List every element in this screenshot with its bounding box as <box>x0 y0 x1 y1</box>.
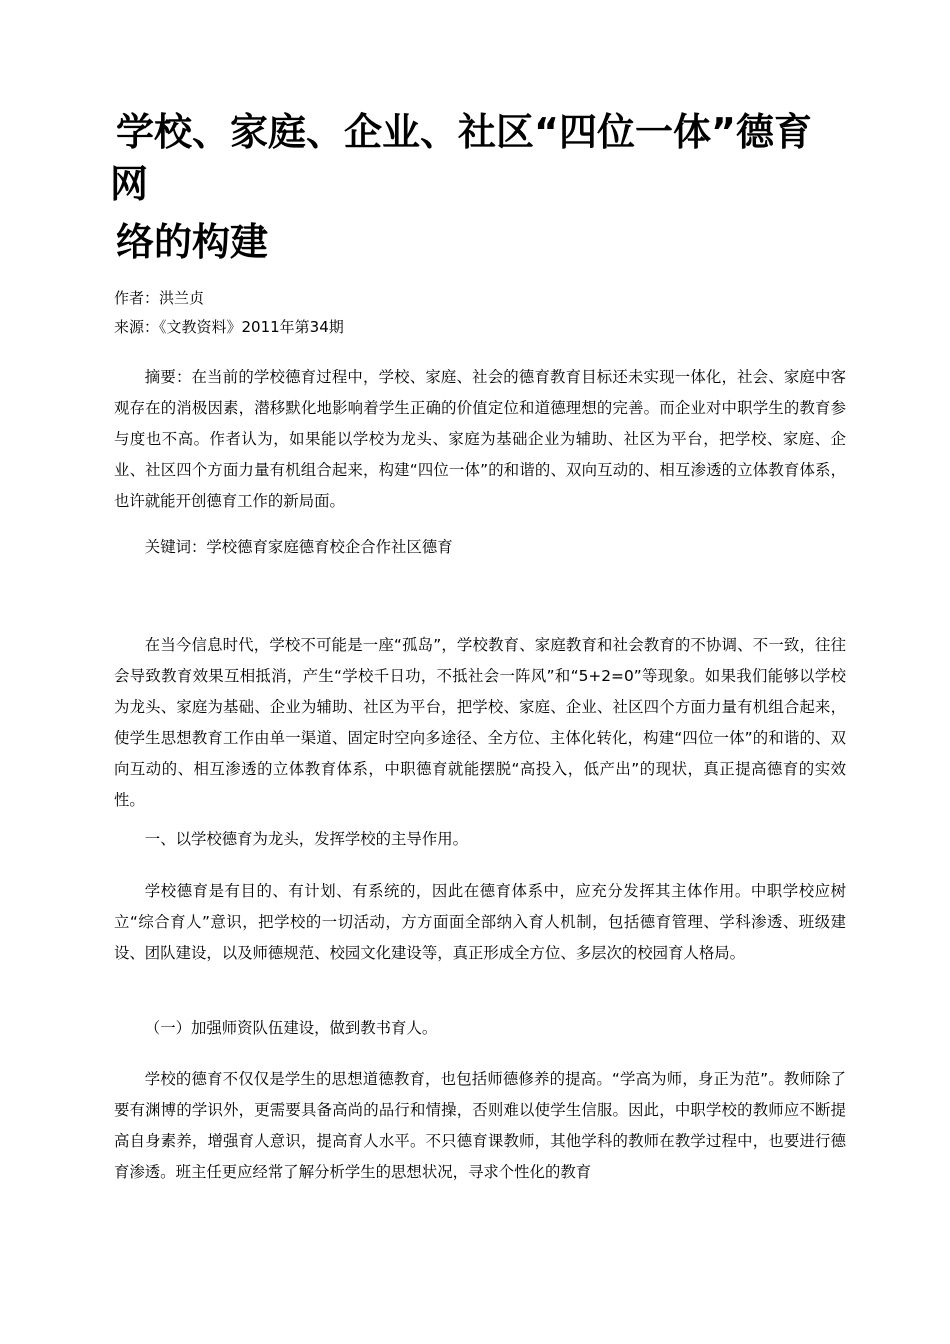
section-1-heading: 一、以学校德育为龙头，发挥学校的主导作用。 <box>144 830 469 848</box>
subsection-1-heading: （一）加强师资队伍建设，做到教书育人。 <box>144 1019 438 1037</box>
source-line: 来源：《文教资料》2011年第34期 <box>114 318 344 336</box>
intro-paragraph: 在当今信息时代，学校不可能是一座“孤岛”，学校教育、家庭教育和社会教育的不协调、不一致，往往会导致教育效果互相抵消，产生“学校千日功，不抵社会一阵风”和“5+2=0”等现象。如果我们能够以学校为龙头、家庭为基础、企业为辅助、社区为平台，把学校、家庭、企业、社区四个方面力量有机组合起来，使学生思想教育工作由单一渠道、固定时空向多途径、全方位、主体化转化，构建“四位一体”的和谐的、双向互动的、相互渗透的立体教育体系，中职德育就能摆脱“高投入，低产出”的现状，真正提高德育的实效性。 <box>114 636 846 809</box>
abstract-paragraph: 摘要：在当前的学校德育过程中，学校、家庭、社会的德育教育目标还未实现一体化，社会、家庭中客观存在的消极因素，潜移默化地影响着学生正确的价值定位和道德理想的完善。而企业对中职学生的教育参与度也不高。作者认为，如果能以学校为龙头、家庭为基础企业为辅助、社区为平台，把学校、家庭、企业、社区四个方面力量有机组合起来，构建“四位一体”的和谐的、双向互动的、相互渗透的立体教育体系，也许就能开创德育工作的新局面。 <box>114 368 846 510</box>
teacher-paragraph: 学校的德育不仅仅是学生的思想道德教育，也包括师德修养的提高。“学高为师，身正为范”。教师除了要有渊博的学识外，更需要具备高尚的品行和情操，否则难以使学生信服。因此，中职学校的教师应不断提高自身素养，增强育人意识，提高育人水平。不只德育课教师，其他学科的教师在教学过程中，也要进行德育渗透。班主任更应经常了解分析学生的思想状况，寻求个性化的教育 <box>114 1070 846 1181</box>
title-line-1: 学校、家庭、企业、社区“四位一体”德育 <box>116 110 812 154</box>
title-line-2: 网 <box>110 162 149 206</box>
article-title <box>110 106 830 268</box>
author-line: 作者：洪兰贞 <box>114 289 205 307</box>
title-line-3: 络的构建 <box>116 220 269 264</box>
keywords-paragraph: 关键词：学校德育家庭德育校企合作社区德育 <box>144 538 453 556</box>
school-moral-paragraph: 学校德育是有目的、有计划、有系统的，因此在德育体系中，应充分发挥其主体作用。中职学校应树立“综合育人”意识，把学校的一切活动，方方面面全部纳入育人机制，包括德育管理、学科渗透、班级建设、团队建设，以及师德规范、校园文化建设等，真正形成全方位、多层次的校园育人格局。 <box>114 882 846 962</box>
